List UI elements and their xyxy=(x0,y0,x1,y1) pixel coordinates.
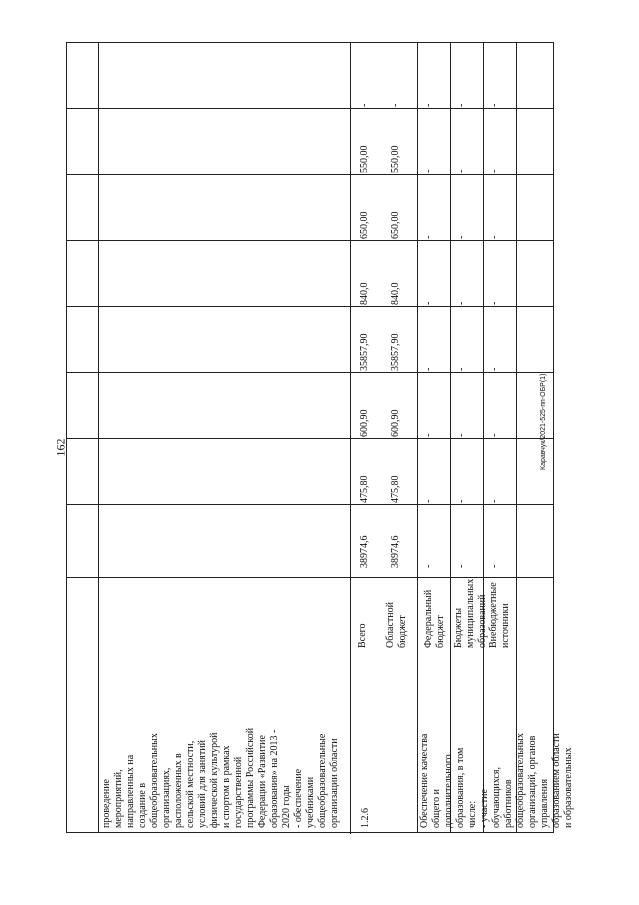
source-total: Всего xyxy=(357,623,368,648)
table-cell: - xyxy=(489,499,500,503)
row-sep xyxy=(67,504,553,505)
second-block-description: Обеспечение качества общего и дополнительного образования, в том числе: - участие обучающихся, работников общеобразовательных организаций, органов управления образованием области и образовательных xyxy=(419,733,574,828)
row-sep xyxy=(67,438,553,439)
table-cell: - xyxy=(489,169,500,173)
table-cell: - xyxy=(390,103,401,107)
table-cell: 38974,6 xyxy=(390,535,401,568)
document-footer-note: Каравчук/2021-525-пп-ОБР(1) xyxy=(540,373,547,470)
table-cell: - xyxy=(423,499,434,503)
budget-table xyxy=(66,42,574,833)
table-cell: 35857,90 xyxy=(359,333,370,371)
table-cell: 475,80 xyxy=(359,475,370,503)
row-sep xyxy=(67,306,553,307)
table-cell: - xyxy=(423,235,434,239)
table-cell: - xyxy=(456,235,467,239)
table-cell: - xyxy=(489,433,500,437)
table-cell: - xyxy=(489,103,500,107)
table-cell: 600,90 xyxy=(359,409,370,437)
table-cell: 650,00 xyxy=(390,211,401,239)
table-cell: - xyxy=(423,433,434,437)
table-cell: - xyxy=(423,103,434,107)
table-cell: - xyxy=(423,169,434,173)
row-sep xyxy=(67,174,553,175)
table-cell: 650,00 xyxy=(359,211,370,239)
table-cell: - xyxy=(489,235,500,239)
table-cell: 600,90 xyxy=(390,409,401,437)
page-number: 162 xyxy=(53,438,68,457)
source-federal: Федеральный бюджет xyxy=(423,589,446,648)
table-cell: - xyxy=(456,433,467,437)
row-sep xyxy=(67,108,553,109)
table-cell: 475,80 xyxy=(390,475,401,503)
table-cell: - xyxy=(456,499,467,503)
source-municipal: Бюджеты муниципальных образований xyxy=(453,578,488,648)
table-cell: - xyxy=(359,103,370,107)
table-cell: - xyxy=(423,301,434,305)
table-cell: - xyxy=(456,564,467,568)
table-cell: - xyxy=(456,367,467,371)
table-cell: 35857,90 xyxy=(390,333,401,371)
table-cell: - xyxy=(423,367,434,371)
table-cell: - xyxy=(489,367,500,371)
table-cell: 840,0 xyxy=(359,282,370,305)
source-extra: Внебюджетные источники xyxy=(488,582,511,648)
table-cell: - xyxy=(456,301,467,305)
table-cell: - xyxy=(423,564,434,568)
table-cell: 840,0 xyxy=(390,282,401,305)
table-cell: 550,00 xyxy=(390,145,401,173)
source-regional: Областной бюджет xyxy=(385,601,408,648)
table-cell: - xyxy=(456,103,467,107)
table-cell: - xyxy=(489,564,500,568)
table-cell: - xyxy=(456,169,467,173)
table-cell: 550,00 xyxy=(359,145,370,173)
row-sep xyxy=(67,240,553,241)
second-block-number: 1.2.6 xyxy=(360,808,371,828)
table-cell: - xyxy=(489,301,500,305)
table-cell: 38974,6 xyxy=(359,535,370,568)
first-block-description: проведение мероприятий, направленных на создание в общеобразовательных организациях, расположенных в сельской местности, условий для занятий физической культурой и спортом в рамках государственной программы Российской Федерации «Развитие образования» на 2013 - 2020 годы - обеспечение учебниками общеобразовательные организации области xyxy=(101,727,340,828)
row-sep xyxy=(67,372,553,373)
